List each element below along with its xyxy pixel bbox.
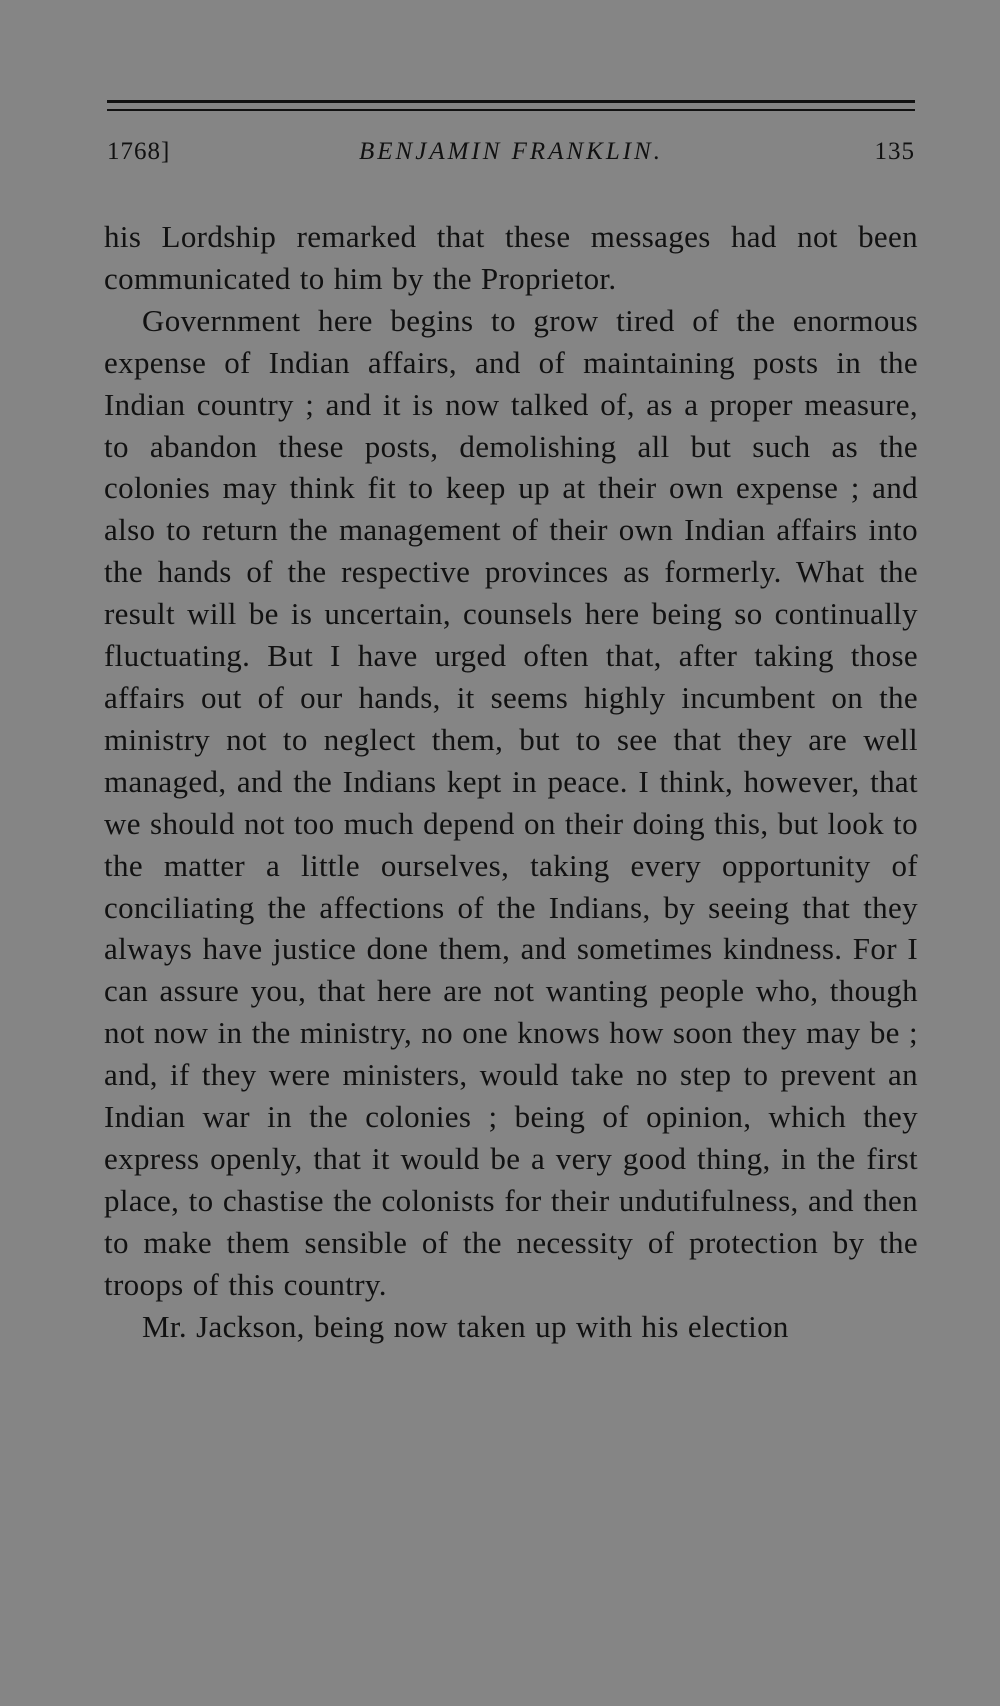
header-rule-thin	[107, 109, 915, 111]
running-head	[107, 138, 915, 178]
header-rule-thick	[107, 100, 915, 103]
page-number: 135	[874, 138, 915, 165]
paragraph-jackson: Mr. Jackson, being now taken up with his election	[142, 1308, 789, 1344]
paragraph-indian-affairs: Government here begins to grow tired of the enormous expense of Indian affairs, and of maintaining posts in the Indian country ; and it is now talked of, as a proper measure, to abandon these posts, demolishing all but such as the colonies may think fit to keep up at their own expense ; and also to return the management of their own Indian affairs into the hands of the respective provinces as formerly. What the result will be is uncertain, counsels here being so continually fluctuating. But I have urged often that, after taking those affairs out of our hands, it seems highly incumbent on the ministry not to neglect them, but to see that they are well managed, and the Indians kept in peace. I think, however, that we should not too much depend on their doing this, but look to the matter a little ourselves, taking every opportunity of conciliating the affections of the Indians, by seeing that they always have justice done them, and sometimes kindness. For I can assure you, that here are not wanting people who, though not now in the ministry, no one knows how soon they may be ; and, if they were ministers, would take no step to prevent an Indian war in the colonies ; being of opinion, which they express openly, that it would be a very good thing, in the first place, to chastise the colonists for their undutifulness, and then to make them sensible of the necessity of protection by the troops of this country.	[104, 302, 918, 1302]
page-text	[104, 216, 918, 1347]
paragraph-continued: his Lordship remarked that these messages had not been communicated to him by the Proprietor.	[104, 219, 918, 296]
running-head-title: BENJAMIN FRANKLIN.	[359, 138, 663, 165]
running-head-year: 1768]	[107, 138, 171, 165]
